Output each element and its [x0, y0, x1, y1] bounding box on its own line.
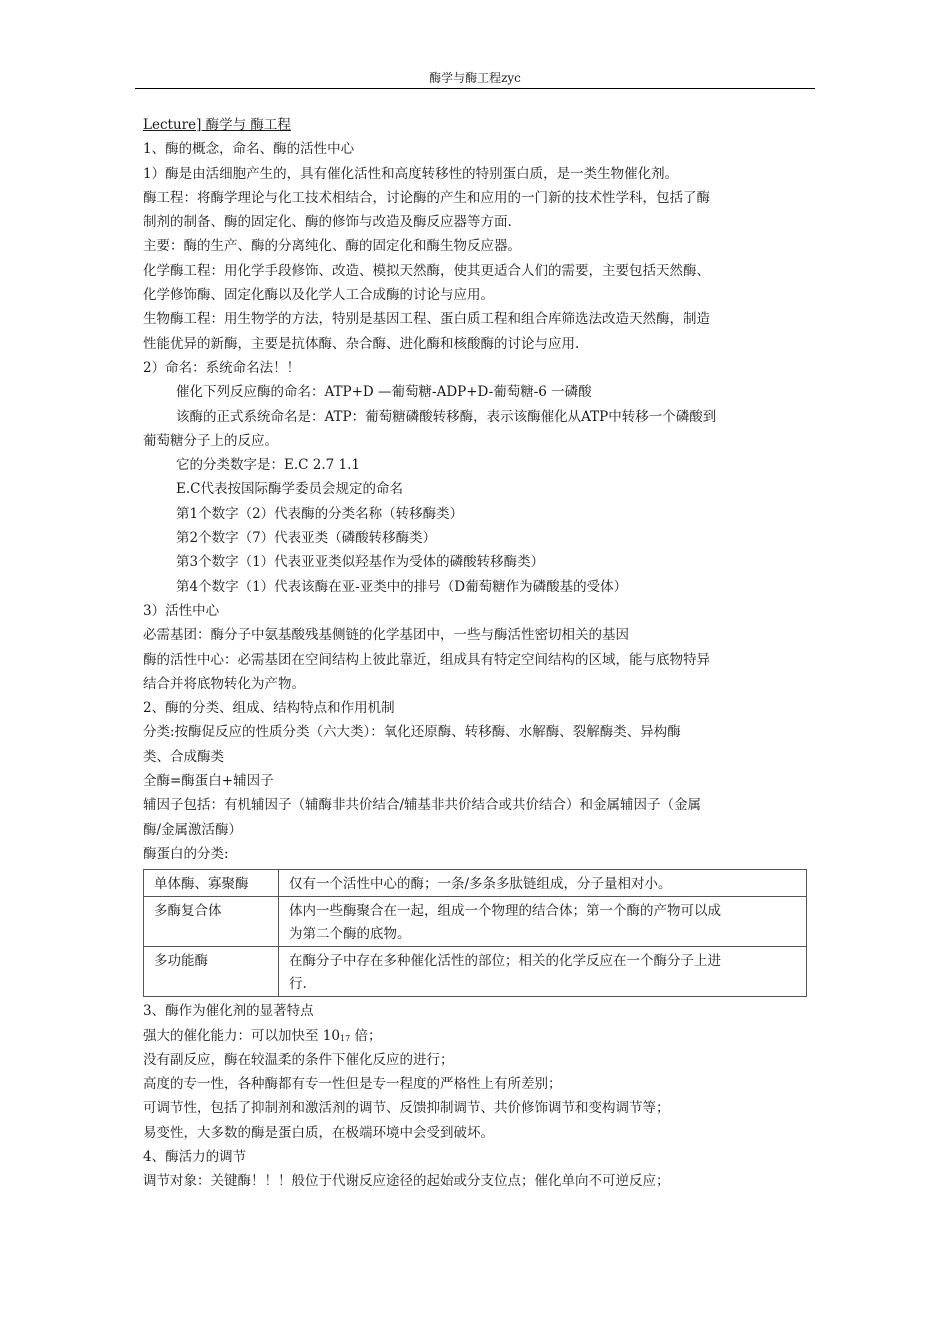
paragraph-line: 葡萄糖分子上的反应。: [143, 432, 278, 449]
paragraph-line: 分类:按酶促反应的性质分类（六大类）：氧化还原酶、转移酶、水解酶、裂解酶类、异构酶: [143, 724, 681, 741]
paragraph-line: 它的分类数字是：E.C 2.7 1.1: [176, 457, 360, 474]
section-heading: 2、酶的分类、组成、结构特点和作用机制: [143, 700, 395, 717]
document-body: [143, 113, 818, 1194]
enzyme-protein-classification-table: [143, 869, 807, 997]
table-row: [144, 897, 807, 947]
subsection-heading: 3）活性中心: [143, 602, 220, 619]
paragraph-line: 必需基团：酶分子中氨基酸残基侧链的化学基团中，一些与酶活性密切相关的基因: [143, 627, 629, 644]
lecture-title: Lecture] 酶学与 酶工程: [143, 117, 291, 133]
table-cell-desc: [279, 947, 807, 997]
cell-line: 体内一些酶聚合在一起，组成一个物理的结合体；第一个酶的产物可以成: [289, 903, 721, 920]
catalysis-exponent: 17: [339, 1033, 351, 1043]
catalysis-prefix: 强大的催化能力：可以加快至 10: [143, 1027, 340, 1044]
table-cell-desc: [279, 897, 807, 947]
paragraph-line: E.C代表按国际酶学委员会规定的命名: [176, 481, 403, 498]
paragraph-line: [143, 1024, 818, 1048]
catalysis-suffix: 倍；: [350, 1027, 382, 1044]
paragraph-line: 高度的专一性，各种酶都有专一性但是专一程度的严格性上有所差别；: [143, 1076, 562, 1093]
paragraph-line: 酶的活性中心：必需基团在空间结构上彼此靠近，组成具有特定空间结构的区域，能与底物特异: [143, 651, 710, 668]
paragraph-line: 生物酶工程：用生物学的方法，特别是基因工程、蛋白质工程和组合库筛选法改造天然酶，制造: [143, 311, 710, 328]
paragraph-line: 化学酶工程：用化学手段修饰、改造、模拟天然酶，使其更适合人们的需要，主要包括天然酶、: [143, 262, 710, 279]
paragraph-line: 酶/金属激活酶）: [143, 821, 243, 838]
paragraph-line: 该酶的正式系统命名是：ATP：葡萄糖磷酸转移酶，表示该酶催化从ATP中转移一个磷酸到: [176, 408, 717, 425]
paragraph-line: 第4个数字（1）代表该酶在亚-亚类中的排号（D葡萄糖作为磷酸基的受体）: [176, 578, 628, 595]
section-heading: 3、酶作为催化剂的显著特点: [143, 1003, 314, 1020]
paragraph-line: 性能优异的新酶，主要是抗体酶、杂合酶、进化酶和核酸酶的讨论与应用.: [143, 335, 580, 352]
table-cell-name: 多功能酶: [144, 947, 279, 997]
paragraph-line: 1）酶是由活细胞产生的，具有催化活性和高度转移性的特别蛋白质，是一类生物催化剂。: [143, 165, 679, 182]
paragraph-line: 辅因子包括：有机辅因子（辅酶非共价结合/辅基非共价结合或共价结合）和金属辅因子（金属: [143, 797, 702, 814]
cell-line: 仅有一个活性中心的酶；一条/多条多肽链组成，分子量相对小。: [289, 876, 672, 893]
paragraph-line: 全酶=酶蛋白+辅因子: [143, 773, 274, 790]
paragraph-line: 结合并将底物转化为产物。: [143, 675, 305, 692]
table-cell-name: 单体酶、寡聚酶: [144, 870, 279, 897]
paragraph-line: 第1个数字（2）代表酶的分类名称（转移酶类）: [176, 505, 464, 522]
cell-line: 行.: [289, 976, 307, 993]
paragraph-line: 类、合成酶类: [143, 748, 224, 765]
cell-line: 为第二个酶的底物。: [289, 926, 411, 943]
paragraph-line: 调节对象：关键酶！！！般位于代谢反应途径的起始或分支位点；催化单向不可逆反应；: [143, 1173, 670, 1190]
paragraph-line: 主要：酶的生产、酶的分离纯化、酶的固定化和酶生物反应器。: [143, 238, 521, 255]
paragraph-line: 制剂的制备、酶的固定化、酶的修饰与改造及酶反应器等方面.: [143, 214, 512, 231]
paragraph-line: 第2个数字（7）代表亚类（磷酸转移酶类）: [176, 530, 437, 547]
cell-line: 在酶分子中存在多种催化活性的部位；相关的化学反应在一个酶分子上进: [289, 953, 721, 970]
table-cell-name: 多酶复合体: [144, 897, 279, 947]
paragraph-line: 化学修饰酶、固定化酶以及化学人工合成酶的讨论与应用。: [143, 287, 494, 304]
page-header: [135, 70, 815, 89]
paragraph-line: 催化下列反应酶的命名：ATP+D —葡萄糖-ADP+D-葡萄糖-6 一磷酸: [176, 384, 592, 401]
paragraph-line: 没有副反应，酶在较温柔的条件下催化反应的进行；: [143, 1051, 454, 1068]
paragraph-line: 第3个数字（1）代表亚亚类似羟基作为受体的磷酸转移酶类）: [176, 554, 545, 571]
table-row: [144, 870, 807, 897]
table-row: [144, 947, 807, 997]
table-cell-desc: [279, 870, 807, 897]
paragraph-line: 酶蛋白的分类:: [143, 845, 229, 862]
section-heading: 4、酶活力的调节: [143, 1148, 247, 1165]
paragraph-line: 易变性，大多数的酶是蛋白质，在极端环境中会受到破坏。: [143, 1124, 494, 1141]
header-title: 酶学与酶工程zyc: [429, 71, 521, 85]
section-heading: 1、酶的概念，命名、酶的活性中心: [143, 141, 355, 158]
paragraph-line: 酶工程：将酶学理论与化工技术相结合，讨论酶的产生和应用的一门新的技术性学科，包括了酶: [143, 189, 710, 206]
subsection-heading: 2）命名：系统命名法！！: [143, 359, 301, 376]
paragraph-line: 可调节性，包括了抑制剂和激活剂的调节、反馈抑制调节、共价修饰调节和变构调节等；: [143, 1100, 670, 1117]
